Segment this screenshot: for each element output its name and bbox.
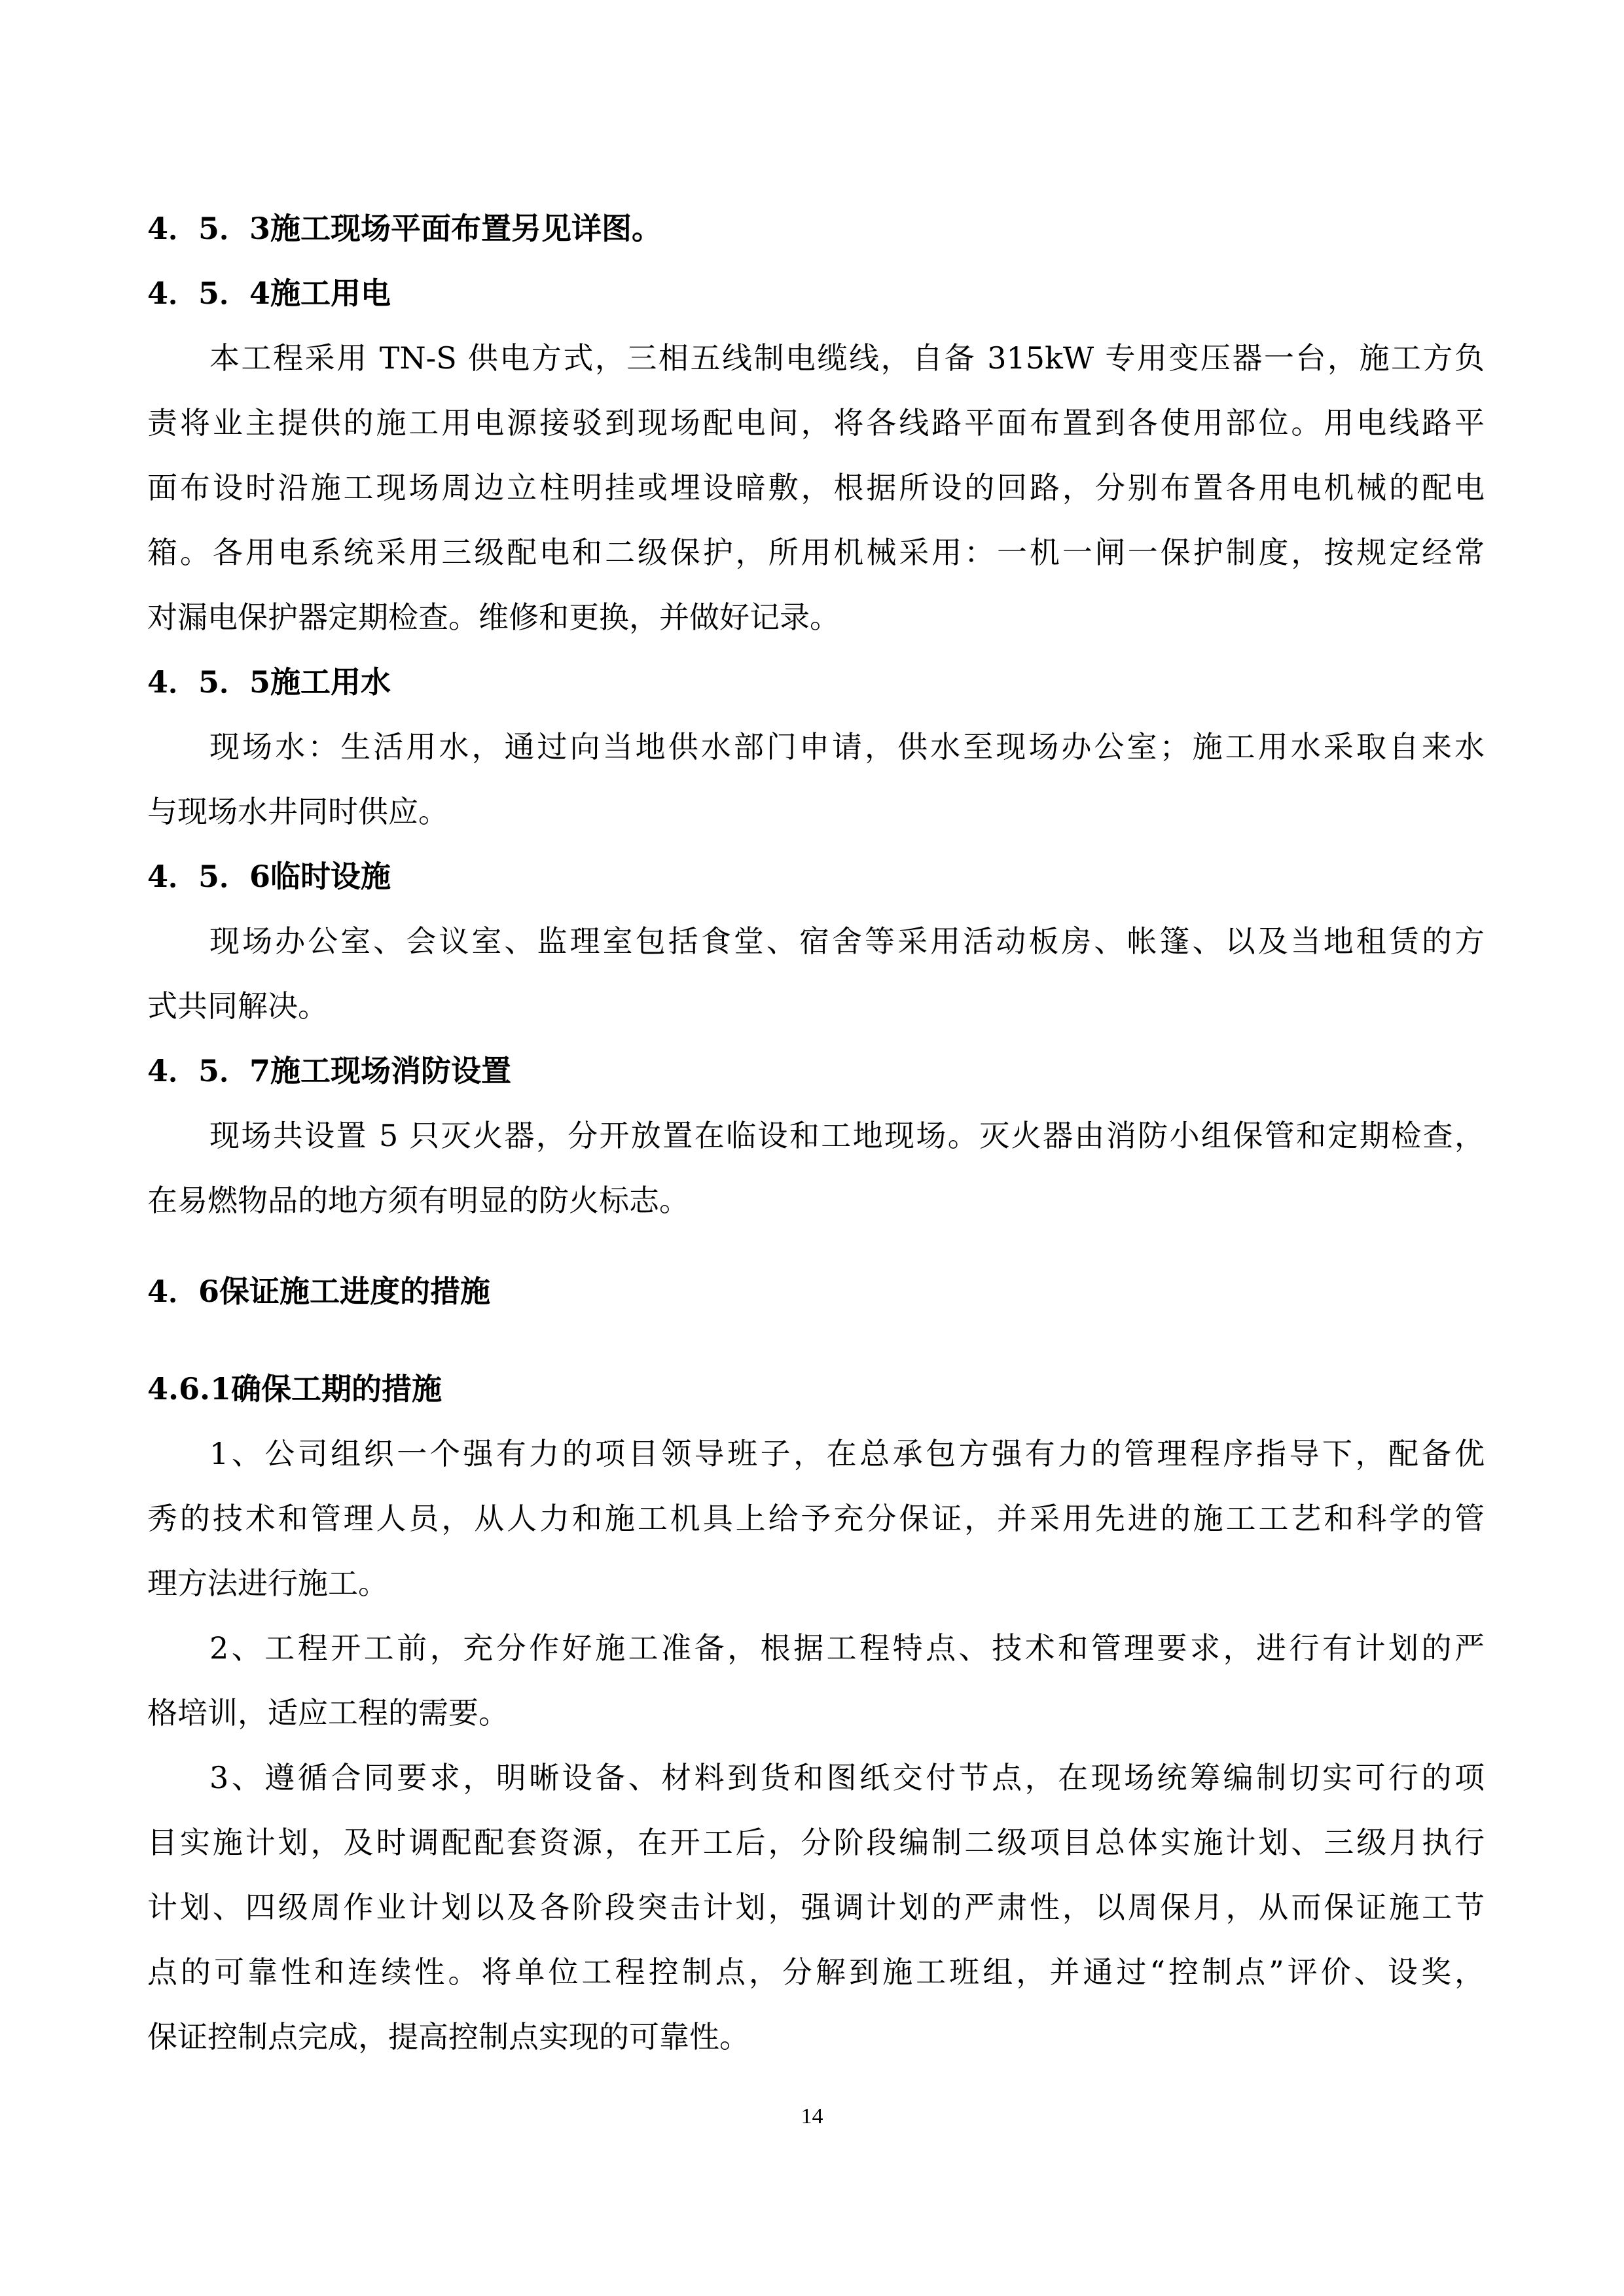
document-body [147, 196, 1485, 2070]
paragraph [147, 1616, 1485, 1746]
section-heading: 4．5．6临时设施 [147, 859, 391, 894]
paragraph-line: 在易燃物品的地方须有明显的防火标志。 [147, 1183, 689, 1218]
paragraph-line: 点的可靠性和连续性。将单位工程控制点，分解到施工班组，并通过“控制点”评价、设奖， [147, 1954, 1485, 1990]
paragraph-line: 对漏电保护器定期检查。维修和更换，并做好记录。 [147, 600, 840, 635]
page-number: 14 [801, 2104, 823, 2128]
section-heading: 4．6保证施工进度的措施 [147, 1274, 491, 1309]
paragraph [147, 909, 1485, 1039]
section-heading: 4．5．5施工用水 [147, 664, 391, 700]
paragraph-line: 箱。各用电系统采用三级配电和二级保护，所用机械采用：一机一闸一保护制度，按规定经常 [147, 535, 1485, 570]
paragraph-line: 式共同解决。 [147, 988, 328, 1024]
paragraph-line: 面布设时沿施工现场周边立柱明挂或埋设暗敷，根据所设的回路，分别布置各用电机械的配电 [147, 470, 1485, 505]
paragraph [147, 715, 1485, 844]
paragraph [147, 1746, 1485, 2070]
section-heading: 4．5．3施工现场平面布置另见详图。 [147, 211, 662, 246]
paragraph-line: 目实施计划，及时调配配套资源，在开工后，分阶段编制二级项目总体实施计划、三级月执行 [147, 1825, 1485, 1860]
paragraph-line: 格培训，适应工程的需要。 [147, 1695, 509, 1731]
paragraph-line: 3、遵循合同要求，明晰设备、材料到货和图纸交付节点，在现场统筹编制切实可行的项 [209, 1760, 1485, 1795]
paragraph-line: 责将业主提供的施工用电源接驳到现场配电间，将各线路平面布置到各使用部位。用电线路平 [147, 405, 1485, 440]
paragraph [147, 1422, 1485, 1616]
paragraph [147, 1103, 1485, 1233]
section-heading: 4．5．4施工用电 [147, 276, 391, 311]
paragraph-line: 本工程采用 TN-S 供电方式，三相五线制电缆线，自备 315kW 专用变压器一台，施工方负 [209, 340, 1485, 376]
paragraph-line: 秀的技术和管理人员，从人力和施工机具上给予充分保证，并采用先进的施工工艺和科学的管 [147, 1501, 1485, 1536]
paragraph-line: 计划、四级周作业计划以及各阶段突击计划，强调计划的严肃性，以周保月，从而保证施工节 [147, 1890, 1485, 1925]
section-heading: 4．5．7施工现场消防设置 [147, 1053, 512, 1088]
paragraph-line: 理方法进行施工。 [147, 1566, 388, 1601]
paragraph-line: 与现场水井同时供应。 [147, 794, 448, 829]
paragraph-line: 现场水：生活用水，通过向当地供水部门申请，供水至现场办公室；施工用水采取自来水 [209, 729, 1485, 764]
paragraph-line: 2、工程开工前，充分作好施工准备，根据工程特点、技术和管理要求，进行有计划的严 [209, 1630, 1485, 1666]
paragraph-line: 现场办公室、会议室、监理室包括食堂、宿舍等采用活动板房、帐篷、以及当地租赁的方 [209, 924, 1485, 959]
paragraph-line: 现场共设置 5 只灭火器，分开放置在临设和工地现场。灭火器由消防小组保管和定期检查， [209, 1118, 1485, 1153]
paragraph-line: 1、公司组织一个强有力的项目领导班子，在总承包方强有力的管理程序指导下，配备优 [209, 1436, 1485, 1471]
paragraph-line: 保证控制点完成，提高控制点实现的可靠性。 [147, 2019, 749, 2054]
section-heading: 4.6.1确保工期的措施 [147, 1371, 442, 1407]
paragraph [147, 326, 1485, 650]
